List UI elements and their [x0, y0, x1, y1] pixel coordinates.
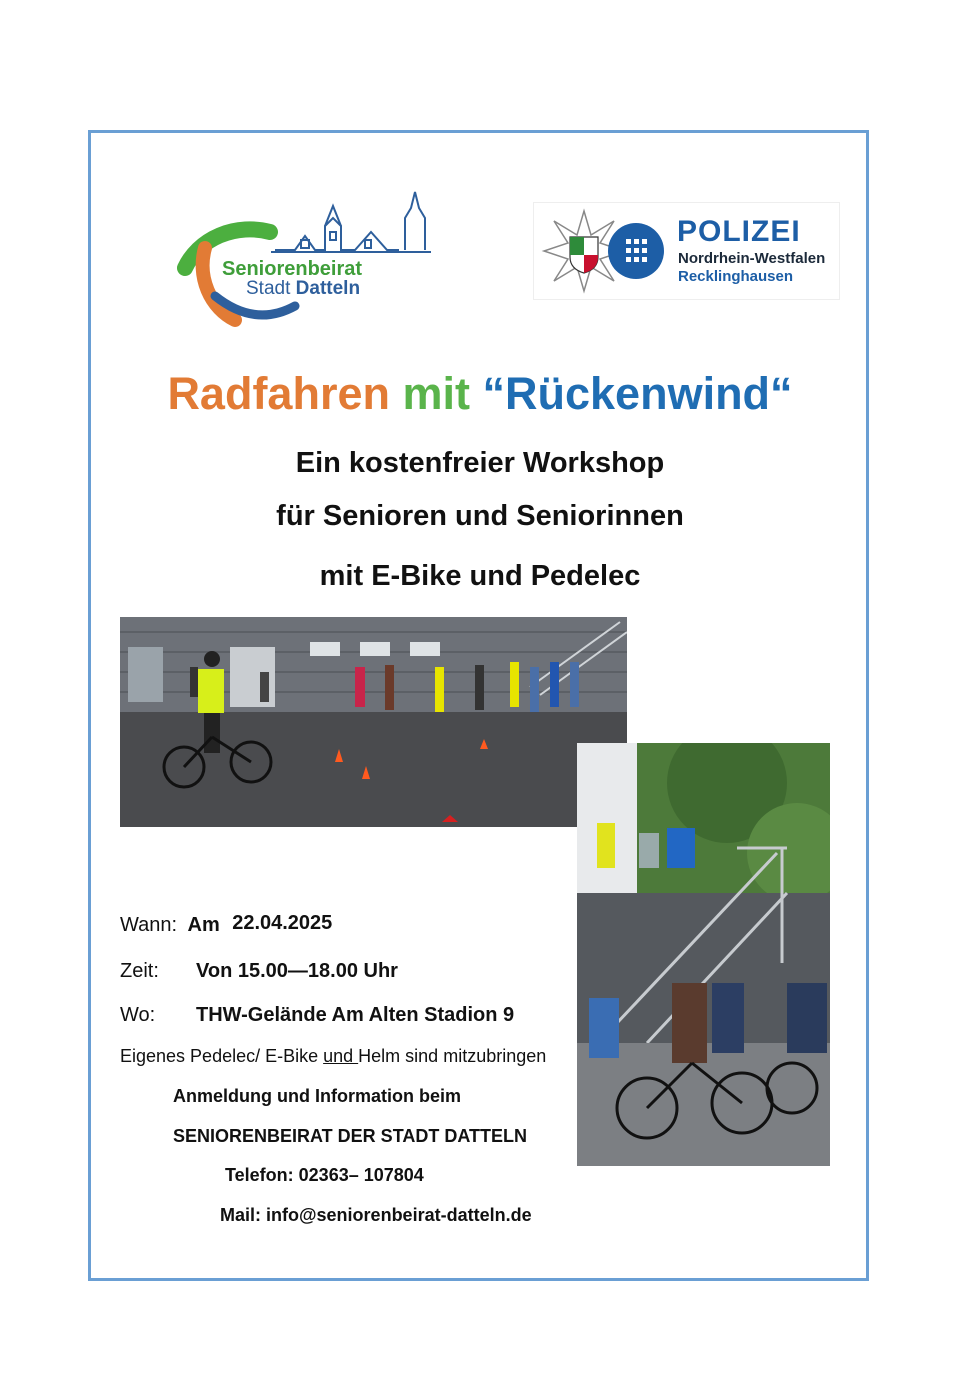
time-label: Zeit: [120, 960, 159, 982]
registration-info: Anmeldung und Information beim [173, 1086, 461, 1106]
bring-notice: Eigenes Pedelec/ E-Bike und Helm sind mitzubringen [120, 1046, 547, 1066]
subtitle-line-3: mit E-Bike und Pedelec [319, 560, 641, 592]
contact-mail: Mail: info@seniorenbeirat-datteln.de [220, 1205, 532, 1225]
polizei-logo-state: Nordrhein-Westfalen [678, 250, 826, 267]
when-prefix: Am [187, 914, 220, 936]
organizer-name: SENIORENBEIRAT DER STADT DATTELN [173, 1126, 527, 1146]
page-title [0, 368, 960, 420]
seniorenbeirat-logo-city: Stadt Datteln [246, 278, 361, 299]
where-label: Wo: [120, 1004, 156, 1026]
subtitle-line-1: Ein kostenfreier Workshop [295, 447, 665, 479]
event-date: 22.04.2025 [232, 912, 333, 934]
subtitle-line-2: für Senioren und Seniorinnen [276, 500, 684, 532]
seniorenbeirat-logo-name: Seniorenbeirat [222, 258, 363, 280]
photo-group-at-stairs [577, 743, 830, 1166]
photo-cycling-course [120, 617, 627, 827]
title-part-mit: mit [402, 368, 470, 419]
title-part-rueckenwind: “Rückenwind“ [482, 368, 793, 419]
when-label: Wann: [120, 914, 178, 936]
police-star-icon [534, 203, 664, 299]
polizei-logo-title: POLIZEI [677, 215, 801, 248]
polizei-logo-city: Recklinghausen [678, 268, 794, 285]
title-part-radfahren: Radfahren [167, 368, 390, 419]
event-location: THW-Gelände Am Alten Stadion 9 [196, 1004, 515, 1026]
when-row [120, 914, 332, 937]
contact-phone: Telefon: 02363– 107804 [225, 1165, 424, 1185]
event-time: Von 15.00—18.00 Uhr [196, 960, 398, 982]
